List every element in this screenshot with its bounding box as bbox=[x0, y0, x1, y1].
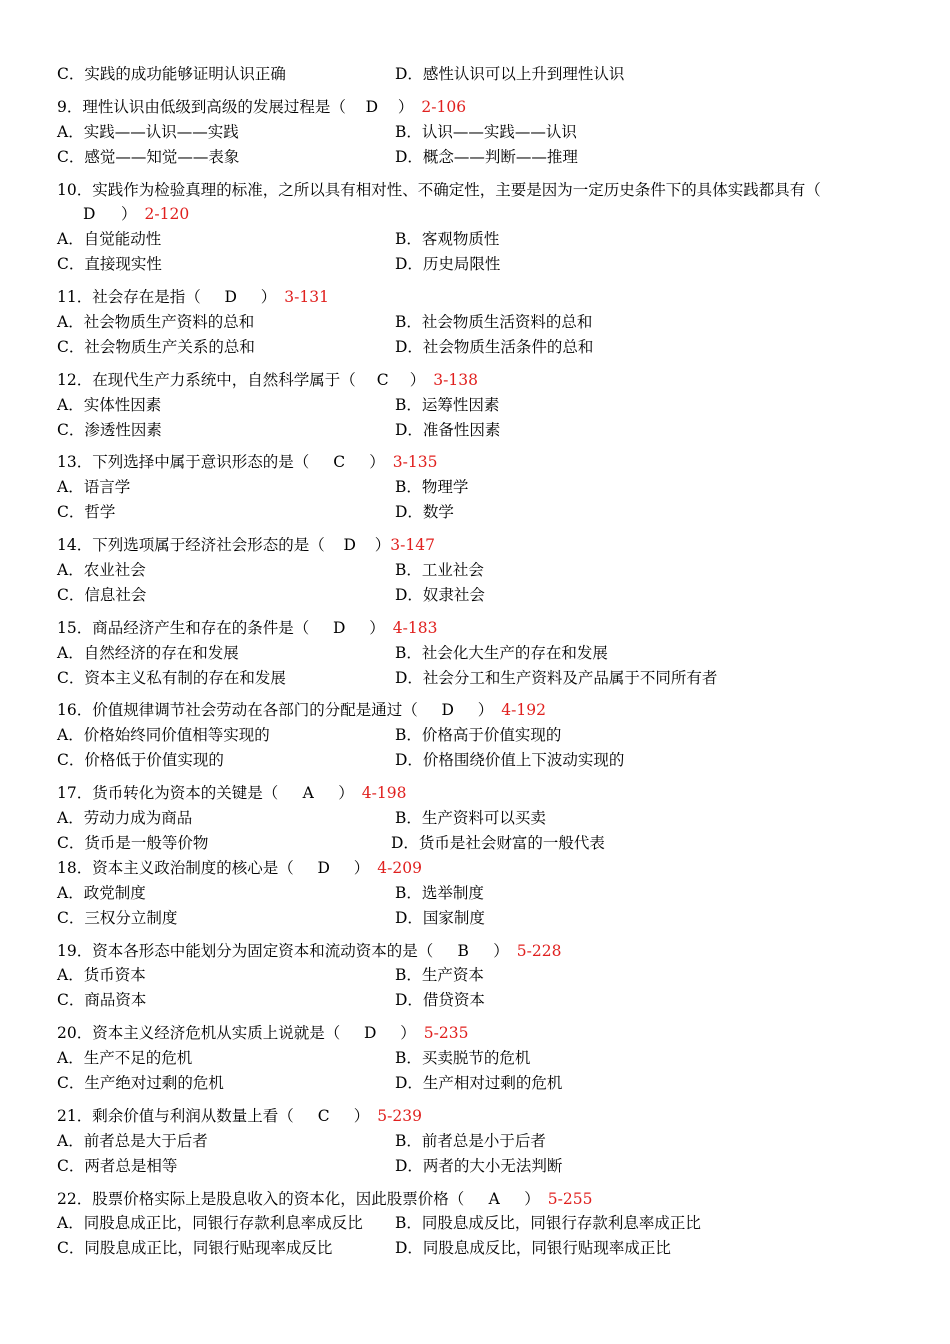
option-b: B．社会化大生产的存在和发展 bbox=[395, 643, 608, 662]
option-d: D．历史局限性 bbox=[395, 255, 501, 274]
options-row bbox=[57, 963, 907, 988]
answer: C bbox=[333, 453, 346, 472]
option-d: D．生产相对过剩的危机 bbox=[395, 1073, 563, 1092]
options-row bbox=[57, 500, 907, 525]
options-row bbox=[57, 1211, 907, 1236]
option-a: A．劳动力成为商品 bbox=[57, 809, 193, 828]
option-c: C．渗透性因素 bbox=[57, 420, 162, 439]
option-d: D．价格围绕价值上下波动实现的 bbox=[395, 751, 625, 770]
options-row bbox=[57, 906, 907, 931]
question-stem-continued: D ） 2-120 bbox=[57, 202, 907, 227]
option-a: A．政党制度 bbox=[57, 883, 146, 902]
option-a: A．实体性因素 bbox=[57, 395, 162, 414]
answer: D bbox=[333, 618, 346, 637]
option-d: D．感性认识可以上升到理性认识 bbox=[395, 65, 625, 83]
option-c: C．实践的成功能够证明认识正确 bbox=[57, 65, 286, 83]
option-b: B．选举制度 bbox=[395, 883, 484, 902]
exam-document bbox=[57, 62, 907, 1261]
options-row bbox=[57, 881, 907, 906]
option-b: B．前者总是小于后者 bbox=[395, 1131, 546, 1150]
option-a: A．农业社会 bbox=[57, 561, 146, 580]
option-d: D．国家制度 bbox=[395, 908, 485, 927]
option-a: A．价格始终同价值相等实现的 bbox=[57, 726, 270, 745]
option-d: D．社会物质生活条件的总和 bbox=[395, 337, 594, 356]
options-row bbox=[57, 252, 907, 277]
answer: A bbox=[488, 1189, 500, 1208]
question-stem: 15．商品经济产生和存在的条件是（ D ） 4-183 bbox=[57, 616, 907, 641]
question-stem: 13．下列选择中属于意识形态的是（ C ） 3-135 bbox=[57, 450, 907, 475]
page-reference: 4-209 bbox=[377, 858, 422, 877]
option-c: C．哲学 bbox=[57, 503, 116, 522]
options-row bbox=[57, 418, 907, 443]
option-d: D．同股息成反比，同银行贴现率成正比 bbox=[395, 1239, 671, 1258]
question-stem: 14．下列选项属于经济社会形态的是（ D ）3-147 bbox=[57, 533, 907, 558]
option-b: B．物理学 bbox=[395, 478, 469, 497]
question-stem: 10．实践作为检验真理的标准，之所以具有相对性、不确定性，主要是因为一定历史条件下的具体实践都具有（ bbox=[57, 180, 821, 199]
options-row bbox=[57, 831, 907, 856]
option-c: C．信息社会 bbox=[57, 585, 147, 604]
page-reference: 4-198 bbox=[361, 784, 407, 803]
option-c: C．价格低于价值实现的 bbox=[57, 751, 224, 770]
options-row bbox=[57, 1129, 907, 1154]
option-d: D．货币是社会财富的一般代表 bbox=[391, 833, 605, 852]
page-reference: 5-255 bbox=[547, 1189, 593, 1208]
option-b: B．生产资本 bbox=[395, 966, 484, 985]
question-stem: 20．资本主义经济危机从实质上说就是（ D ） 5-235 bbox=[57, 1021, 907, 1046]
page-reference: 2-106 bbox=[421, 97, 467, 116]
option-a: A．前者总是大于后者 bbox=[57, 1131, 208, 1150]
option-d: D．数学 bbox=[395, 503, 454, 522]
question-stem: 19．资本各形态中能划分为固定资本和流动资本的是（ B ） 5-228 bbox=[57, 939, 907, 964]
answer: D bbox=[317, 858, 330, 877]
options-row bbox=[57, 748, 907, 773]
options-row bbox=[57, 1046, 907, 1071]
options-row bbox=[57, 1071, 907, 1096]
question-stem: 9．理性认识由低级到高级的发展过程是（ D ） 2-106 bbox=[57, 95, 907, 120]
page-reference: 4-192 bbox=[501, 701, 546, 720]
answer: A bbox=[302, 784, 314, 803]
question-stem: 21．剩余价值与利润从数量上看（ C ） 5-239 bbox=[57, 1104, 907, 1129]
option-b: B．同股息成反比，同银行存款利息率成正比 bbox=[395, 1214, 701, 1233]
page-reference: 3-135 bbox=[392, 453, 438, 472]
option-b: B．买卖脱节的危机 bbox=[395, 1049, 531, 1068]
options-row bbox=[57, 1236, 907, 1261]
option-a: A．自然经济的存在和发展 bbox=[57, 643, 239, 662]
options-row bbox=[57, 310, 907, 335]
option-c: C．两者总是相等 bbox=[57, 1156, 178, 1175]
options-row bbox=[57, 475, 907, 500]
option-b: B．价格高于价值实现的 bbox=[395, 726, 562, 745]
page-reference: 5-228 bbox=[516, 941, 562, 960]
page-reference: 5-239 bbox=[377, 1106, 422, 1125]
option-d: D．准备性因素 bbox=[395, 420, 501, 439]
page-reference: 3-138 bbox=[433, 370, 478, 389]
answer: D bbox=[343, 536, 356, 555]
options-row bbox=[57, 145, 907, 170]
question-stem: 11．社会存在是指（ D ） 3-131 bbox=[57, 285, 907, 310]
option-b: B．认识——实践——认识 bbox=[395, 122, 577, 141]
option-c: C．社会物质生产关系的总和 bbox=[57, 337, 255, 356]
options-row bbox=[57, 558, 907, 583]
options-row bbox=[57, 227, 907, 252]
option-c: C．资本主义私有制的存在和发展 bbox=[57, 668, 286, 687]
answer: B bbox=[457, 941, 469, 960]
question-stem: 17．货币转化为资本的关键是（ A ） 4-198 bbox=[57, 781, 907, 806]
page-reference: 3-147 bbox=[390, 536, 435, 555]
answer: D bbox=[365, 97, 379, 116]
option-c: C．三权分立制度 bbox=[57, 908, 178, 927]
option-b: B．运筹性因素 bbox=[395, 395, 500, 414]
option-c: C．货币是一般等价物 bbox=[57, 833, 209, 852]
option-c: C．商品资本 bbox=[57, 991, 147, 1010]
option-a: A．自觉能动性 bbox=[57, 230, 162, 249]
option-d: D．概念——判断——推理 bbox=[395, 147, 578, 166]
options-row bbox=[57, 393, 907, 418]
options-row bbox=[57, 641, 907, 666]
answer: C bbox=[376, 370, 389, 389]
option-a: A．货币资本 bbox=[57, 966, 146, 985]
option-b: B．客观物质性 bbox=[395, 230, 500, 249]
answer: D bbox=[83, 205, 96, 224]
answer: D bbox=[441, 701, 454, 720]
option-d: D．奴隶社会 bbox=[395, 585, 485, 604]
answer: D bbox=[224, 288, 237, 307]
option-d: D．借贷资本 bbox=[395, 991, 485, 1010]
option-c: C．直接现实性 bbox=[57, 255, 162, 274]
option-a: A．实践——认识——实践 bbox=[57, 122, 239, 141]
options-row bbox=[57, 988, 907, 1013]
lead-options-row bbox=[57, 62, 907, 87]
option-a: A．社会物质生产资料的总和 bbox=[57, 313, 255, 332]
options-row bbox=[57, 1154, 907, 1179]
options-row bbox=[57, 335, 907, 360]
option-c: C．感觉——知觉——表象 bbox=[57, 147, 240, 166]
question-stem: 22．股票价格实际上是股息收入的资本化，因此股票价格（ A ） 5-255 bbox=[57, 1187, 907, 1212]
page-reference: 3-131 bbox=[284, 288, 329, 307]
option-d: D．社会分工和生产资料及产品属于不同所有者 bbox=[395, 668, 718, 687]
option-b: B．社会物质生活资料的总和 bbox=[395, 313, 593, 332]
question-stem: 18．资本主义政治制度的核心是（ D ） 4-209 bbox=[57, 856, 907, 881]
page-reference: 5-235 bbox=[423, 1024, 469, 1043]
options-row bbox=[57, 120, 907, 145]
options-row bbox=[57, 723, 907, 748]
question-stem: 12．在现代生产力系统中，自然科学属于（ C ） 3-138 bbox=[57, 368, 907, 393]
page-reference: 2-120 bbox=[144, 205, 190, 224]
option-d: D．两者的大小无法判断 bbox=[395, 1156, 563, 1175]
question-stem: 16．价值规律调节社会劳动在各部门的分配是通过（ D ） 4-192 bbox=[57, 698, 907, 723]
option-b: B．生产资料可以买卖 bbox=[395, 809, 546, 828]
option-c: C．同股息成正比，同银行贴现率成反比 bbox=[57, 1239, 333, 1258]
option-a: A．同股息成正比，同银行存款利息率成反比 bbox=[57, 1214, 363, 1233]
page-reference: 4-183 bbox=[392, 618, 438, 637]
options-row bbox=[57, 666, 907, 691]
option-b: B．工业社会 bbox=[395, 561, 484, 580]
options-row bbox=[57, 583, 907, 608]
answer: C bbox=[317, 1106, 330, 1125]
answer: D bbox=[364, 1024, 377, 1043]
option-a: A．语言学 bbox=[57, 478, 131, 497]
option-c: C．生产绝对过剩的危机 bbox=[57, 1073, 224, 1092]
option-a: A．生产不足的危机 bbox=[57, 1049, 193, 1068]
options-row bbox=[57, 806, 907, 831]
